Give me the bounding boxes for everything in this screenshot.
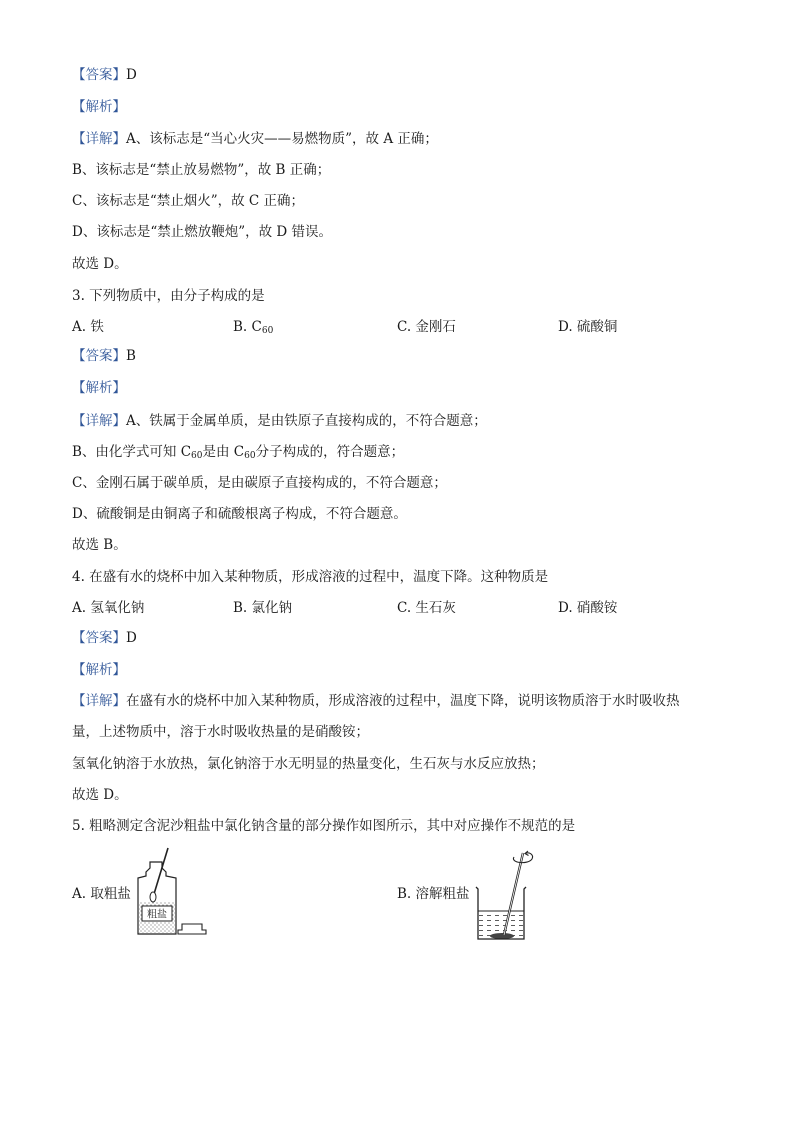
q2-analysis-tag: 【解析】 — [72, 99, 126, 115]
q2-detail-line-a: 【详解】A、该标志是“当心火灾——易燃物质”，故 A 正确； — [72, 131, 438, 147]
q4-option-d: D. 硝酸铵 — [558, 600, 618, 616]
q4-detail-line-2: 量，上述物质中，溶于水时吸收热量的是硝酸铵； — [72, 724, 369, 740]
q4-stem: 4. 在盛有水的烧杯中加入某种物质，形成溶液的过程中，温度下降。这种物质是 — [72, 569, 549, 585]
answer-value: B — [126, 348, 136, 364]
q3-detail-line-c: C、金刚石属于碳单质，是由碳原子直接构成的，不符合题意； — [72, 475, 447, 491]
q4-analysis-tag: 【解析】 — [72, 662, 126, 678]
answer-tag: 【答案】 — [72, 67, 126, 83]
q3-option-c: C. 金刚石 — [397, 319, 456, 335]
q3-conclusion: 故选 B。 — [72, 537, 127, 553]
q4-conclusion: 故选 D。 — [72, 787, 128, 803]
q3-option-b: B. $C_{60}$ — [233, 319, 274, 336]
answer-value: D — [126, 67, 137, 83]
q4-detail-line-3: 氢氧化钠溶于水放热，氯化钠溶于水无明显的热量变化，生石灰与水反应放热； — [72, 756, 545, 772]
q4-option-b: B. 氯化钠 — [233, 600, 293, 616]
bottle-stopper — [178, 924, 206, 934]
q4-option-a: A. 氢氧化钠 — [72, 600, 145, 616]
q3-detail-line-a: 【详解】A、铁属于金属单质，是由铁原子直接构成的，不符合题意； — [72, 413, 487, 429]
q2-detail-line-d: D、该标志是“禁止燃放鞭炮”，故 D 错误。 — [72, 224, 333, 240]
q3-option-d: D. 硫酸铜 — [558, 319, 618, 335]
q5-stem: 5. 粗略测定含泥沙粗盐中氯化钠含量的部分操作如图所示，其中对应操作不规范的是 — [72, 818, 576, 834]
q2-answer-line — [72, 66, 137, 84]
q3-answer-line: 【答案】B — [72, 348, 136, 364]
reagent-bottle-figure — [132, 846, 212, 938]
q4-detail-line-1: 【详解】在盛有水的烧杯中加入某种物质，形成溶液的过程中，温度下降，说明该物质溶于水时吸收热 — [72, 693, 680, 709]
q3-option-a: A. 铁 — [72, 319, 104, 335]
q5-option-a-label: A. 取粗盐 — [72, 886, 131, 902]
beaker-figure — [470, 843, 550, 943]
q4-answer-line: 【答案】D — [72, 630, 137, 646]
bottle-label-text: 粗盐 — [147, 909, 167, 921]
q2-conclusion: 故选 D。 — [72, 256, 128, 272]
q5-option-b-label: B. 溶解粗盐 — [397, 886, 470, 902]
q3-stem: 3. 下列物质中，由分子构成的是 — [72, 288, 265, 304]
q4-option-c: C. 生石灰 — [397, 600, 456, 616]
q2-detail-line-c: C、该标志是“禁止烟火”，故 C 正确； — [72, 193, 305, 209]
answer-value: D — [126, 630, 137, 646]
detail-tag: 【详解】 — [72, 131, 126, 147]
q3-detail-line-d: D、硫酸铜是由铜离子和硫酸根离子构成，不符合题意。 — [72, 506, 407, 522]
q3-detail-line-b: B、由化学式可知 $C_{60}$是由 $C_{60}$分子构成的，符合题意； — [72, 444, 405, 461]
q2-detail-line-b: B、该标志是“禁止放易燃物”，故 B 正确； — [72, 162, 331, 178]
q3-analysis-tag: 【解析】 — [72, 380, 126, 396]
